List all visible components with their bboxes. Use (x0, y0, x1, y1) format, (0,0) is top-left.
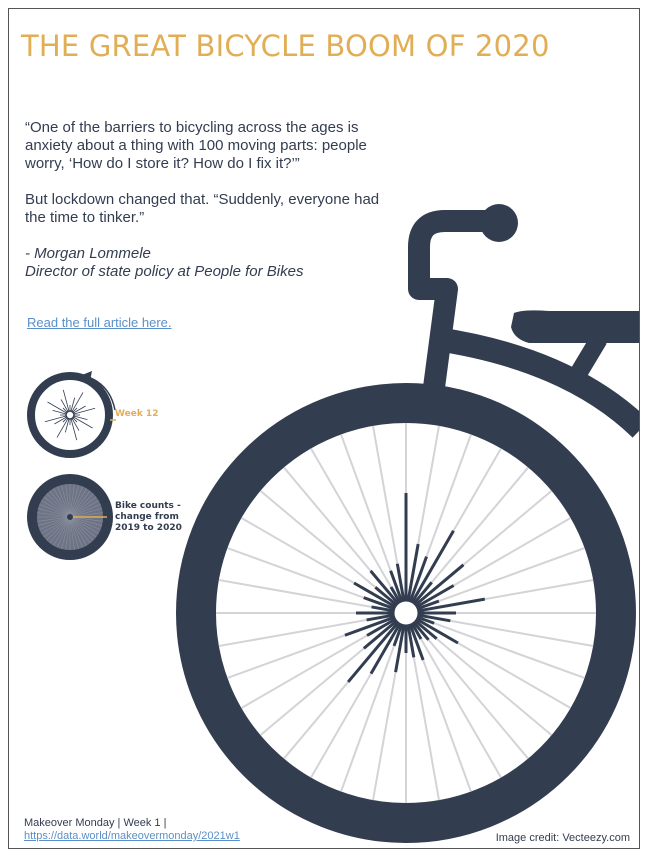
legend-week-label: Week 12 (115, 409, 159, 419)
page-frame (8, 8, 640, 849)
quote-attribution-name: - Morgan Lommele (25, 245, 151, 262)
legend-wheel-week (31, 371, 116, 454)
footer-prefix: Makeover Monday | Week 1 | (24, 817, 167, 829)
bike-seat (511, 310, 640, 343)
legend-wheel-bike-counts (32, 479, 108, 555)
bike-handlebar-grip (480, 204, 518, 242)
footer-source (24, 817, 240, 843)
footer-image-credit: Image credit: Vecteezy.com (495, 832, 630, 844)
quote-paragraph-2: But lockdown changed that. “Suddenly, everyone had the time to tinker.” (25, 191, 380, 226)
wheel-light-spoke (219, 580, 394, 611)
article-link[interactable]: Read the full article here. (27, 315, 172, 330)
quote-attribution-role: Director of state policy at People for Bikes (25, 263, 304, 280)
bike-wheel-hub (393, 600, 419, 626)
quote-paragraph-1: “One of the barriers to bicycling across the ages is anxiety about a thing with 100 moving parts: people worry, ‘How do I store it? How do I fix it?’” (25, 119, 367, 172)
wheel-light-spoke (414, 622, 528, 758)
legend-bike-counts-label: Bike counts - change from 2019 to 2020 (115, 501, 182, 533)
bike-handlebar (419, 221, 499, 395)
quote-block (25, 119, 395, 281)
wheel-dark-spokes (345, 493, 485, 682)
footer-data-link[interactable]: https://data.world/makeovermonday/2021w1 (24, 830, 240, 842)
page-title: THE GREAT BICYCLE BOOM OF 2020 (21, 29, 550, 63)
